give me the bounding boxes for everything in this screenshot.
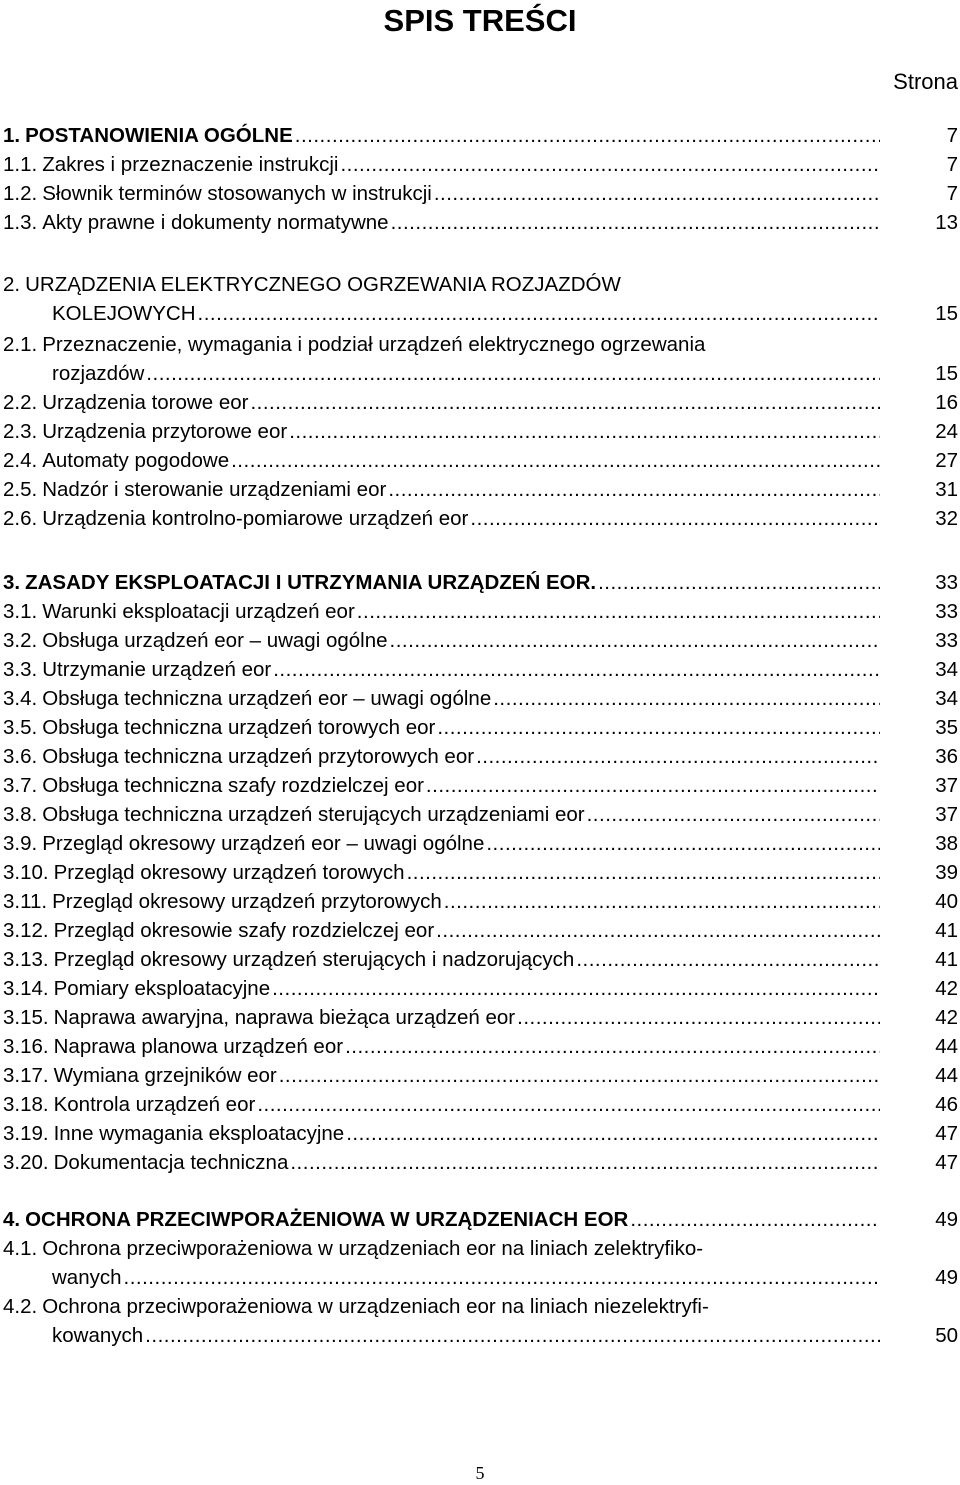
- toc-entry-number: 3.20.: [3, 1151, 49, 1174]
- toc-entry[interactable]: [0, 1235, 960, 1263]
- toc-entry-title: Przegląd okresowy urządzeń torowych: [53, 861, 405, 884]
- toc-entry-title: Obsługa techniczna szafy rozdzielczej eor: [42, 774, 424, 797]
- toc-entry[interactable]: [0, 830, 960, 858]
- page-number: 5: [475, 1463, 485, 1483]
- toc-entry[interactable]: [0, 888, 960, 916]
- toc-entry-page: 37: [935, 803, 958, 826]
- toc-entry[interactable]: [0, 656, 960, 684]
- toc-entry-number: 1.: [3, 124, 21, 147]
- toc-leader-dots: [491, 685, 880, 713]
- toc-entry[interactable]: [0, 685, 960, 713]
- toc-entry[interactable]: [0, 447, 960, 475]
- toc-entry[interactable]: [0, 271, 960, 299]
- toc-entry-number: 3.3.: [3, 658, 38, 681]
- toc-entry-number: 3.7.: [3, 774, 38, 797]
- toc-entry-title: Nadzór i sterowanie urządzeniami eor: [42, 478, 387, 501]
- toc-entry-page: 42: [935, 977, 958, 1000]
- toc-entry-page: 49: [935, 1208, 958, 1231]
- toc-entry-number: 3.15.: [3, 1006, 49, 1029]
- page-column-header: Strona: [893, 69, 958, 94]
- toc-leader-dots: [229, 447, 880, 475]
- toc-entry-title: Przegląd okresowy urządzeń przytorowych: [52, 890, 442, 913]
- toc-entry-number: 3.11.: [3, 890, 48, 913]
- toc-entry[interactable]: [0, 476, 960, 504]
- toc-entry-number: 2.6.: [3, 507, 38, 530]
- toc-entry-title: Ochrona przeciwporażeniowa w urządzeniach eor na liniach niezelektryfi-: [42, 1295, 709, 1318]
- toc-entry-page: 35: [935, 716, 958, 739]
- toc-leader-dots: [277, 1062, 880, 1090]
- toc-entry-page: 40: [935, 890, 958, 913]
- toc-entry-title: kowanych: [52, 1324, 144, 1347]
- toc-entry[interactable]: [0, 772, 960, 800]
- toc-leader-dots: [388, 627, 880, 655]
- toc-entry[interactable]: [0, 917, 960, 945]
- toc-entry-page: 33: [935, 629, 958, 652]
- toc-entry[interactable]: [0, 975, 960, 1003]
- toc-entry-page: 47: [935, 1122, 958, 1145]
- toc-entry-title: rozjazdów: [52, 362, 145, 385]
- toc-entry[interactable]: [0, 331, 960, 359]
- toc-entry-title: Obsługa urządzeń eor – uwagi ogólne: [42, 629, 388, 652]
- toc-entry-title: Zakres i przeznaczenie instrukcji: [42, 153, 339, 176]
- toc-entry-page: 24: [935, 420, 958, 443]
- toc-entry-number: 4.2.: [3, 1295, 38, 1318]
- toc-entry-title: Przeznaczenie, wymagania i podział urządzeń elektrycznego ogrzewania: [42, 333, 706, 356]
- toc-entry-title: wanych: [52, 1266, 122, 1289]
- toc-entry-title: Akty prawne i dokumenty normatywne: [42, 211, 389, 234]
- toc-entry-title: Urządzenia kontrolno-pomiarowe urządzeń eor: [42, 507, 469, 530]
- toc-entry[interactable]: [0, 505, 960, 533]
- toc-leader-dots: [434, 917, 880, 945]
- toc-leader-dots: [248, 389, 880, 417]
- toc-leader-dots: [344, 1120, 880, 1148]
- toc-entry-page: 47: [935, 1151, 958, 1174]
- toc-entry[interactable]: [0, 1293, 960, 1321]
- toc-entry-title: Przegląd okresowie szafy rozdzielczej eor: [53, 919, 435, 942]
- toc-leader-dots: [405, 859, 880, 887]
- toc-entry[interactable]: [0, 1322, 960, 1350]
- toc-leader-dots: [442, 888, 880, 916]
- toc-entry[interactable]: [0, 1149, 960, 1177]
- toc-entry-number: 3.12.: [3, 919, 49, 942]
- toc-entry-page: 13: [935, 211, 958, 234]
- toc-entry-number: 3.8.: [3, 803, 38, 826]
- toc-entry[interactable]: [0, 122, 960, 150]
- page-title: SPIS TREŚCI: [383, 3, 577, 38]
- toc-entry-number: 3.5.: [3, 716, 38, 739]
- toc-entry-title: Urządzenia przytorowe eor: [42, 420, 288, 443]
- toc-entry-number: 3.6.: [3, 745, 38, 768]
- toc-leader-dots: [585, 801, 880, 829]
- toc-leader-dots: [432, 180, 880, 208]
- toc-leader-dots: [435, 714, 880, 742]
- toc-entry[interactable]: [0, 801, 960, 829]
- toc-entry[interactable]: [0, 180, 960, 208]
- toc-entry-title: Naprawa awaryjna, naprawa bieżąca urządzeń eor: [53, 1006, 516, 1029]
- toc-entry-page: 46: [935, 1093, 958, 1116]
- toc-entry-title: Naprawa planowa urządzeń eor: [53, 1035, 344, 1058]
- toc-leader-dots: [144, 360, 880, 388]
- toc-entry[interactable]: [0, 389, 960, 417]
- toc-entry-page: 50: [935, 1324, 958, 1347]
- toc-entry-page: 39: [935, 861, 958, 884]
- toc-entry-page: 27: [935, 449, 958, 472]
- toc-entry-title: Obsługa techniczna urządzeń przytorowych eor: [42, 745, 475, 768]
- toc-leader-dots: [343, 1033, 880, 1061]
- toc-entry-title: OCHRONA PRZECIWPORAŻENIOWA W URZĄDZENIACH EOR: [25, 1208, 629, 1231]
- toc-entry-number: 2.4.: [3, 449, 38, 472]
- toc-entry-page: 15: [935, 302, 958, 325]
- toc-entry-title: Warunki eksploatacji urządzeń eor: [42, 600, 355, 623]
- toc-entry[interactable]: [0, 1062, 960, 1090]
- toc-entry-title: Obsługa techniczna urządzeń torowych eor: [42, 716, 436, 739]
- toc-leader-dots: [288, 1149, 880, 1177]
- toc-entry[interactable]: [0, 859, 960, 887]
- toc-entry-number: 3.17.: [3, 1064, 49, 1087]
- toc-entry-title: Utrzymanie urządzeń eor: [42, 658, 272, 681]
- toc-entry-title: POSTANOWIENIA OGÓLNE: [25, 124, 293, 147]
- toc-entry-title: Kontrola urządzeń eor: [53, 1093, 256, 1116]
- toc-entry-page: 7: [946, 124, 958, 147]
- toc-leader-dots: [386, 476, 880, 504]
- toc-entry-number: 3.13.: [3, 948, 49, 971]
- toc-entry-page: 41: [935, 919, 958, 942]
- toc-entry-number: 1.1.: [3, 153, 38, 176]
- toc-entry-number: 3.14.: [3, 977, 49, 1000]
- toc-entry-number: 1.3.: [3, 211, 38, 234]
- toc-leader-dots: [474, 743, 880, 771]
- toc-entry-number: 3.16.: [3, 1035, 49, 1058]
- toc-entry-number: 4.1.: [3, 1237, 38, 1260]
- toc-entry[interactable]: [0, 946, 960, 974]
- toc-leader-dots: [270, 975, 880, 1003]
- toc-entry-page: 42: [935, 1006, 958, 1029]
- toc-entry-title: Automaty pogodowe: [42, 449, 230, 472]
- toc-entry-number: 3.1.: [3, 600, 38, 623]
- toc-leader-dots: [196, 300, 880, 328]
- toc-entry-title: Urządzenia torowe eor: [42, 391, 249, 414]
- toc-entry-number: 1.2.: [3, 182, 38, 205]
- toc-entry-page: 37: [935, 774, 958, 797]
- toc-entry-number: 2.: [3, 273, 21, 296]
- toc-entry-number: 3.2.: [3, 629, 38, 652]
- toc-entry-title: Dokumentacja techniczna: [53, 1151, 289, 1174]
- toc-entry[interactable]: [0, 627, 960, 655]
- toc-entry-title: ZASADY EKSPLOATACJI I UTRZYMANIA URZĄDZEŃ EOR.: [25, 571, 597, 594]
- toc-leader-dots: [255, 1091, 880, 1119]
- toc-entry-title: Obsługa techniczna urządzeń eor – uwagi ogólne: [42, 687, 492, 710]
- toc-entry-page: 31: [935, 478, 958, 501]
- toc-entry-number: 4.: [3, 1208, 21, 1231]
- toc-entry[interactable]: [0, 598, 960, 626]
- toc-entry-title: Słownik terminów stosowanych w instrukcji: [42, 182, 432, 205]
- toc-entry-number: 2.5.: [3, 478, 38, 501]
- toc-entry[interactable]: [0, 300, 960, 328]
- toc-leader-dots: [628, 1206, 880, 1234]
- toc-leader-dots: [484, 830, 880, 858]
- toc-entry[interactable]: [0, 714, 960, 742]
- toc-entry-page: 16: [935, 391, 958, 414]
- toc-entry[interactable]: [0, 151, 960, 179]
- toc-leader-dots: [143, 1322, 880, 1350]
- toc-entry-page: 49: [935, 1266, 958, 1289]
- toc-entry[interactable]: [0, 569, 960, 597]
- toc-entry-page: 7: [946, 153, 958, 176]
- toc-entry[interactable]: [0, 1004, 960, 1032]
- toc-entry-number: 3.18.: [3, 1093, 49, 1116]
- toc-entry-number: 2.1.: [3, 333, 38, 356]
- toc-leader-dots: [271, 656, 880, 684]
- toc-leader-dots: [338, 151, 880, 179]
- toc-entry-page: 44: [935, 1035, 958, 1058]
- toc-entry-page: 36: [935, 745, 958, 768]
- toc-entry-page: 44: [935, 1064, 958, 1087]
- toc-leader-dots: [355, 598, 880, 626]
- toc-entry-title: Inne wymagania eksploatacyjne: [53, 1122, 345, 1145]
- toc-entry-title: Pomiary eksploatacyjne: [53, 977, 271, 1000]
- toc-entry-page: 34: [935, 658, 958, 681]
- toc-entry[interactable]: [0, 418, 960, 446]
- toc-entry-page: 33: [935, 600, 958, 623]
- toc-entry-page: 7: [946, 182, 958, 205]
- toc-leader-dots: [596, 569, 880, 597]
- toc-entry-number: 2.3.: [3, 420, 38, 443]
- toc-entry[interactable]: [0, 1120, 960, 1148]
- toc-entry[interactable]: [0, 1264, 960, 1292]
- toc-entry-number: 3.9.: [3, 832, 38, 855]
- toc-entry-title: Obsługa techniczna urządzeń sterujących urządzeniami eor: [42, 803, 585, 826]
- toc-entry-title: KOLEJOWYCH: [52, 302, 196, 325]
- toc-entry[interactable]: [0, 1033, 960, 1061]
- toc-leader-dots: [293, 122, 880, 150]
- toc-entry[interactable]: [0, 1091, 960, 1119]
- toc-leader-dots: [287, 418, 880, 446]
- toc-leader-dots: [122, 1264, 880, 1292]
- toc-leader-dots: [515, 1004, 880, 1032]
- toc-entry-number: 3.10.: [3, 861, 49, 884]
- toc-entry-page: 41: [935, 948, 958, 971]
- toc-leader-dots: [468, 505, 880, 533]
- toc-entry-title: URZĄDZENIA ELEKTRYCZNEGO OGRZEWANIA ROZJAZDÓW: [25, 273, 621, 296]
- toc-entry-number: 3.: [3, 571, 21, 594]
- toc-entry[interactable]: [0, 360, 960, 388]
- toc-entry-title: Przegląd okresowy urządzeń sterujących i nadzorujących: [53, 948, 575, 971]
- toc-entry-title: Ochrona przeciwporażeniowa w urządzeniach eor na liniach zelektryfiko-: [42, 1237, 704, 1260]
- toc-entry[interactable]: [0, 1206, 960, 1234]
- toc-entry-title: Wymiana grzejników eor: [53, 1064, 277, 1087]
- toc-leader-dots: [424, 772, 880, 800]
- toc-entry-title: Przegląd okresowy urządzeń eor – uwagi ogólne: [42, 832, 485, 855]
- toc-entry-number: 3.19.: [3, 1122, 49, 1145]
- toc-entry-page: 33: [935, 571, 958, 594]
- toc-entry-number: 2.2.: [3, 391, 38, 414]
- toc-entry-page: 38: [935, 832, 958, 855]
- toc-entry-page: 32: [935, 507, 958, 530]
- toc-entry-number: 3.4.: [3, 687, 38, 710]
- toc-leader-dots: [574, 946, 880, 974]
- toc-entry[interactable]: [0, 209, 960, 237]
- toc-entry-page: 15: [935, 362, 958, 385]
- toc-entry[interactable]: [0, 743, 960, 771]
- toc-entry-page: 34: [935, 687, 958, 710]
- toc-leader-dots: [389, 209, 880, 237]
